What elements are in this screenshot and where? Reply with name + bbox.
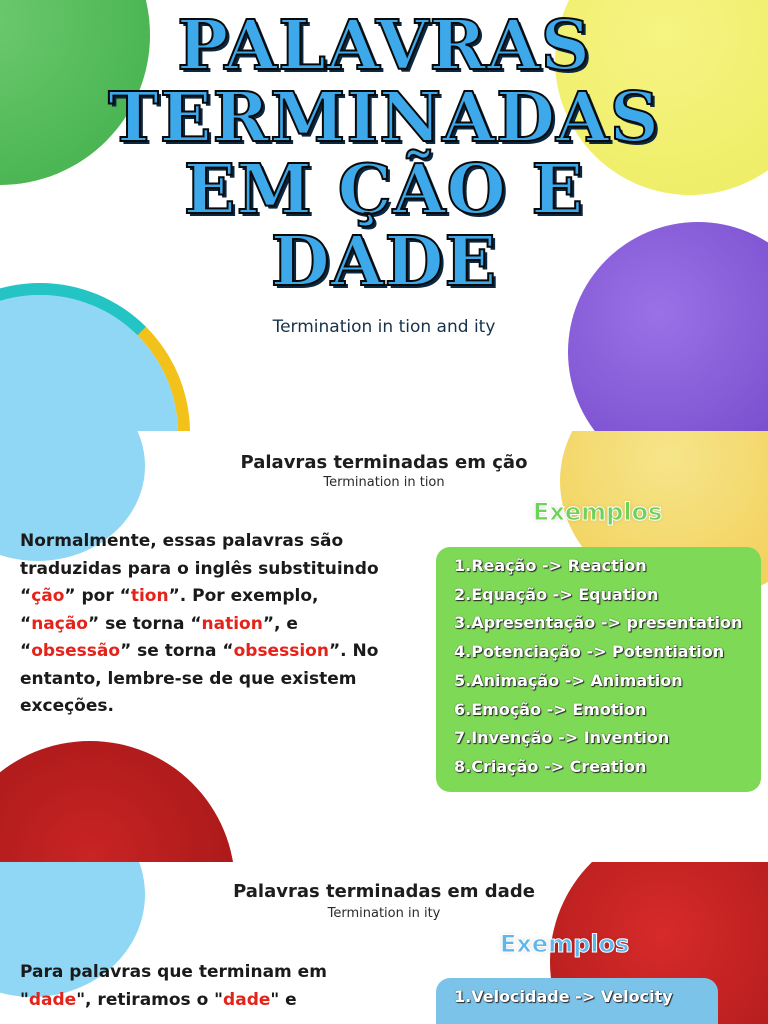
- dade-section: [0, 862, 768, 1024]
- section-body-text: Normalmente, essas palavras são traduzidas para o inglês substituindo “ção” por “tion”. Por exemplo, “nação” se torna “nation”, e “obsessão” se torna “obsession”. No entanto, lembre-se de que existem exceções.: [20, 531, 379, 716]
- list-item: 8.Criação -> Creation: [454, 756, 647, 776]
- list-item: 2.Equação -> Equation: [454, 584, 659, 604]
- highlight-text: obsession: [233, 641, 329, 661]
- examples-card: [436, 547, 761, 792]
- list-item: 6.Emoção -> Emotion: [454, 699, 647, 719]
- ring-decoration: [0, 283, 190, 431]
- cao-section: [0, 431, 768, 862]
- page-subtitle: Termination in tion and ity: [272, 317, 496, 337]
- highlight-text: nação: [31, 613, 88, 634]
- highlight-text: tion: [130, 586, 169, 606]
- list-item: 1.Velocidade -> Velocity: [454, 987, 673, 1006]
- red-circle-decoration: [0, 741, 235, 862]
- highlight-text: dade: [223, 989, 271, 1010]
- section-body-text: Para palavras que terminam em "dade", retiramos o "dade" e: [20, 962, 327, 1010]
- hero-section: [0, 0, 768, 431]
- highlight-text: nation: [201, 613, 263, 634]
- examples-list: [436, 552, 761, 782]
- highlight-text: ção: [31, 586, 65, 606]
- examples-card: [436, 978, 718, 1024]
- page-title: PALAVRAS TERMINADAS EM ÇÃO E DADE: [108, 6, 660, 302]
- list-item: 5.Animação -> Animation: [454, 670, 683, 690]
- list-item: 7.Invenção -> Invention: [454, 728, 670, 748]
- highlight-text: dade: [28, 989, 77, 1010]
- examples-title: Exemplos: [533, 498, 663, 526]
- highlight-text: obsessão: [31, 641, 121, 661]
- list-item: 3.Apresentação -> presentation: [454, 613, 743, 633]
- section-subheading: Termination in ity: [327, 906, 441, 921]
- section-heading: Palavras terminadas em dade: [233, 881, 535, 902]
- examples-list: [436, 983, 718, 1012]
- examples-title: Exemplos: [500, 930, 630, 958]
- list-item: 1.Reação -> Reaction: [454, 556, 647, 575]
- section-heading: Palavras terminadas em ção: [240, 452, 528, 473]
- list-item: 4.Potenciação -> Potentiation: [454, 642, 725, 662]
- section-subheading: Termination in tion: [323, 475, 445, 490]
